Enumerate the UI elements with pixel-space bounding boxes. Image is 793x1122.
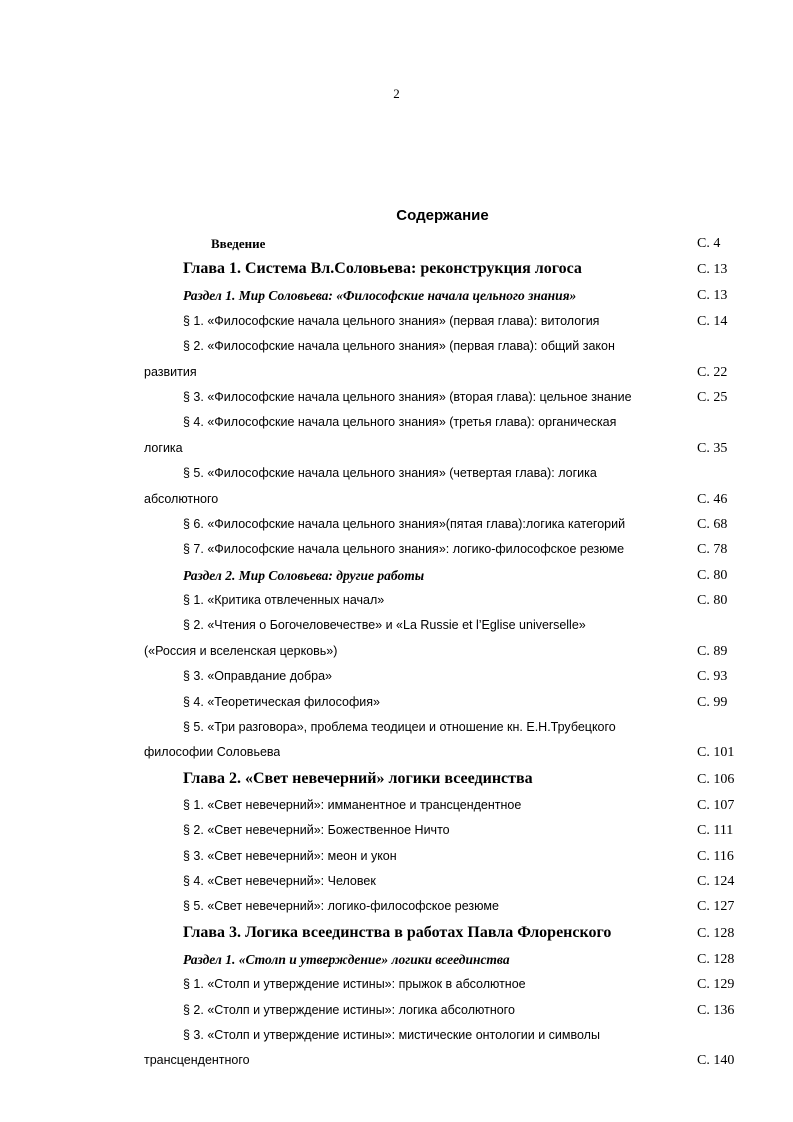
table-of-contents [0,231,793,1074]
toc-entry [0,512,793,537]
toc-entry-page: С. 78 [697,542,728,558]
toc-entry [0,563,793,588]
toc-entry-title: § 3. «Философские начала цельного знания» (вторая глава): цельное знание [183,389,632,404]
toc-entry-title: Глава 2. «Свет невечерний» логики всеединства [183,769,533,787]
toc-entry-title: § 3. «Столп и утверждение истины»: мистические онтологии и символы [183,1027,600,1042]
toc-entry-page: С. 35 [697,440,728,456]
toc-entry-page: С. 46 [697,491,728,507]
toc-entry-page: С. 13 [697,288,728,304]
toc-entry-page: С. 127 [697,899,735,915]
toc-entry-title: § 1. «Критика отвлеченных начал» [183,593,385,608]
toc-entry-title-continuation: абсолютного [144,491,219,506]
toc-entry [0,972,793,997]
toc-entry [0,844,793,869]
toc-entry [0,1023,793,1048]
toc-entry-title: § 2. «Свет невечерний»: Божественное Ничто [183,823,450,838]
toc-entry-title: § 6. «Философские начала цельного знания»(пятая глава):логика категорий [183,516,626,531]
toc-entry-title: § 5. «Свет невечерний»: логико-философское резюме [183,899,499,914]
toc-entry-page: С. 4 [697,236,721,251]
toc-entry-title: § 7. «Философские начала цельного знания»: логико-философское резюме [183,542,625,557]
toc-entry-title: § 3. «Оправдание добра» [183,669,332,684]
toc-entry-title: § 1. «Философские начала цельного знания» (первая глава): витология [183,313,600,328]
toc-entry-page: С. 106 [697,771,735,787]
toc-entry [0,947,793,972]
toc-entry-page: С. 111 [697,823,734,839]
toc-entry-title: § 4. «Философские начала цельного знания» (третья глава): органическая [183,415,617,430]
toc-entry [0,818,793,843]
toc-entry [0,766,793,793]
toc-entry-title: § 5. «Три разговора», проблема теодицеи и отношение кн. Е.Н.Трубецкого [183,720,616,735]
toc-entry [0,664,793,689]
toc-entry-continuation [0,436,793,461]
toc-entry-page: С. 116 [697,848,734,864]
toc-entry-page: С. 99 [697,694,728,710]
toc-entry-continuation [0,740,793,765]
toc-entry-page: С. 128 [697,925,735,941]
toc-entry-page: С. 13 [697,262,728,278]
toc-entry-page: С. 101 [697,745,735,761]
toc-entry-title: § 4. «Теоретическая философия» [183,694,380,709]
toc-entry-page: С. 68 [697,516,728,532]
toc-entry-page: С. 25 [697,389,728,405]
toc-entry-title: Глава 3. Логика всеединства в работах Павла Флоренского [183,923,612,941]
toc-entry-title: Раздел 1. «Столп и утверждение» логики всеединства [183,951,510,967]
toc-entry-title: § 2. «Философские начала цельного знания» (первая глава): общий закон [183,339,615,354]
toc-entry-title: § 5. «Философские начала цельного знания» (четвертая глава): логика [183,466,597,481]
toc-entry-title: § 1. «Столп и утверждение истины»: прыжок в абсолютное [183,977,526,992]
toc-entry-page: С. 80 [697,567,728,583]
toc-entry-title: Раздел 2. Мир Соловьева: другие работы [183,567,425,583]
toc-entry-continuation [0,487,793,512]
toc-entry [0,256,793,283]
toc-entry-continuation [0,1048,793,1073]
toc-entry [0,588,793,613]
toc-title: Содержание [396,207,489,224]
toc-entry [0,920,793,947]
toc-entry-title-continuation: философии Соловьева [144,745,281,760]
toc-entry-page: С. 129 [697,977,735,993]
toc-entry [0,793,793,818]
toc-entry-title: Введение [211,236,266,251]
toc-entry-title: Глава 1. Система Вл.Соловьева: реконструкция логоса [183,260,582,278]
toc-entry-page: С. 136 [697,1002,735,1018]
toc-entry-page: С. 140 [697,1053,735,1069]
toc-entry [0,461,793,486]
toc-entry-page: С. 14 [697,313,728,329]
toc-entry-continuation [0,360,793,385]
toc-entry-page: С. 22 [697,364,728,380]
toc-entry-continuation [0,639,793,664]
toc-entry-page: С. 107 [697,797,735,813]
toc-entry-page: С. 89 [697,643,728,659]
toc-entry-title-continuation: («Россия и вселенская церковь») [144,643,338,658]
toc-entry [0,894,793,919]
toc-entry-title: Раздел 1. Мир Соловьева: «Философские начала цельного знания» [183,288,577,304]
toc-entry [0,613,793,638]
toc-entry-title: § 2. «Столп и утверждение истины»: логика абсолютного [183,1002,515,1017]
toc-entry [0,410,793,435]
toc-entry [0,283,793,308]
toc-entry-title: § 2. «Чтения о Богочеловечестве» и «La Russie et l’Eglise universelle» [183,618,586,633]
toc-entry-page: С. 128 [697,951,735,967]
toc-entry [0,334,793,359]
toc-entry-title-continuation: трансцендентного [144,1053,250,1068]
toc-entry-title: § 4. «Свет невечерний»: Человек [183,873,376,888]
toc-entry [0,690,793,715]
toc-entry [0,715,793,740]
toc-entry [0,998,793,1023]
toc-entry [0,309,793,334]
toc-entry-title: § 1. «Свет невечерний»: имманентное и трансцендентное [183,797,522,812]
toc-entry [0,231,793,256]
toc-entry-page: С. 93 [697,669,728,685]
toc-entry-page: С. 124 [697,873,735,889]
toc-entry [0,385,793,410]
toc-entry-title-continuation: развития [144,364,197,379]
toc-entry-page: С. 80 [697,593,728,609]
toc-entry-title-continuation: логика [144,440,183,455]
toc-entry [0,869,793,894]
page-number: 2 [393,86,400,101]
toc-entry-title: § 3. «Свет невечерний»: меон и укон [183,848,397,863]
toc-entry [0,537,793,562]
